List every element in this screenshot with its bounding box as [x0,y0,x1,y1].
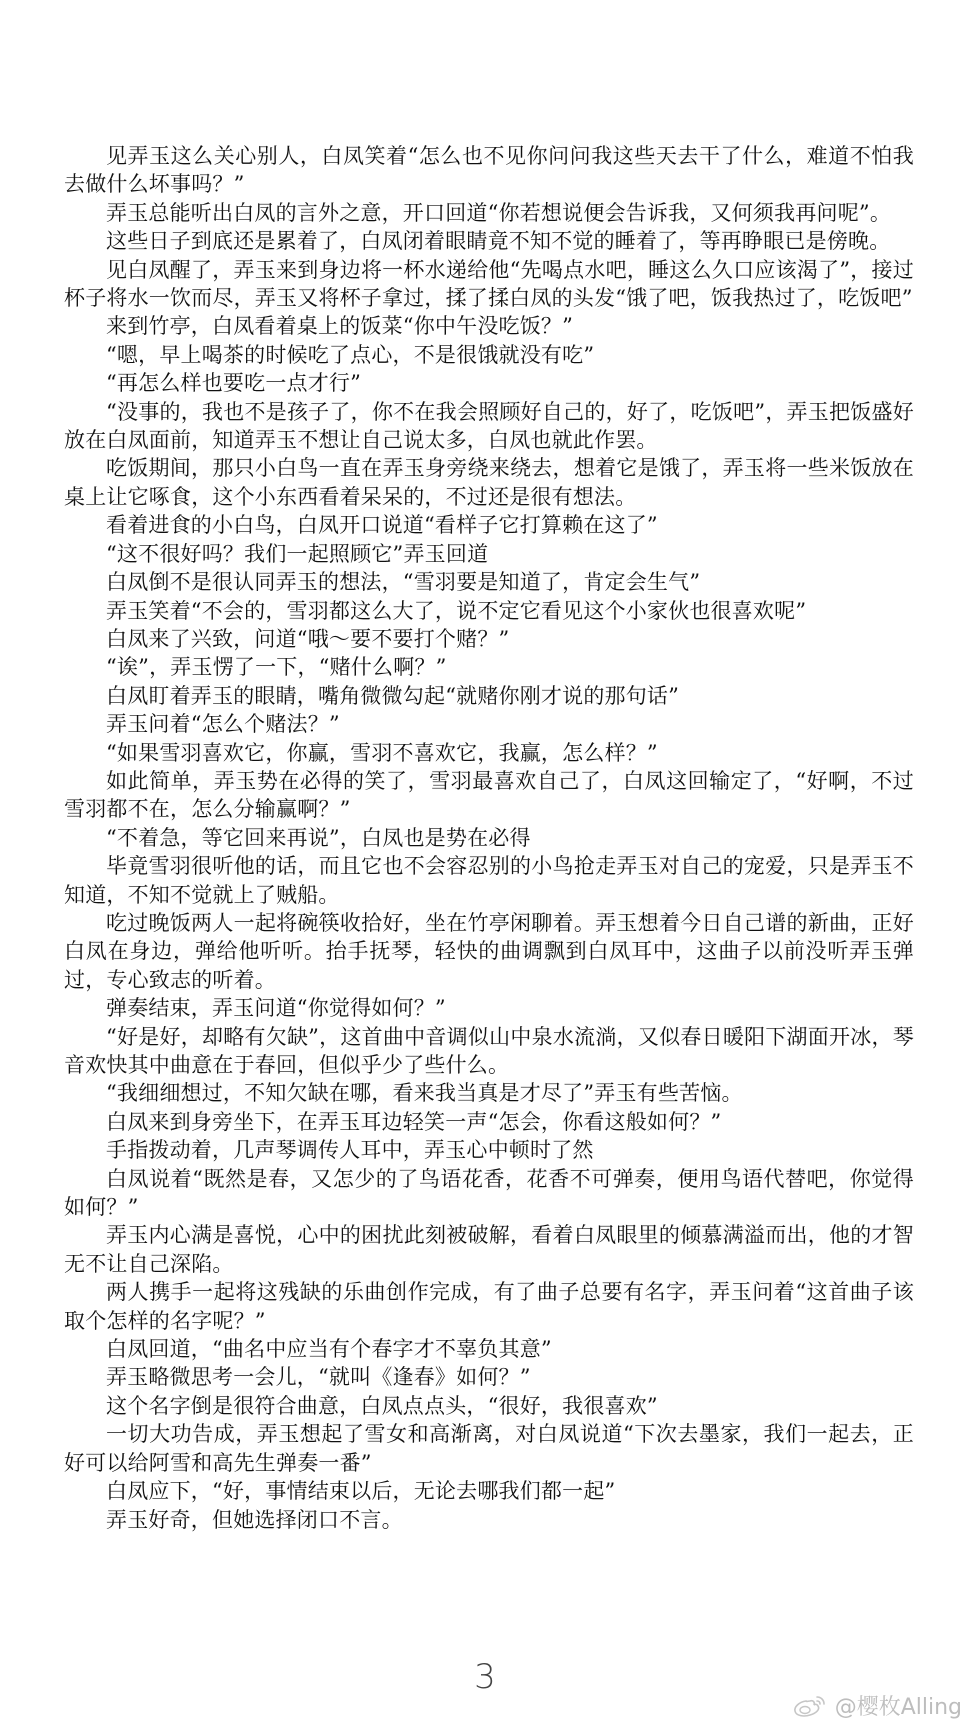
paragraph: 见弄玉这么关心别人，白凤笑着“怎么也不见你问问我这些天去干了什么，难道不怕我去做什么坏事吗？” [64,144,914,197]
paragraph: 这些日子到底还是累着了，白凤闭着眼睛竟不知不觉的睡着了，等再睁眼已是傍晚。 [106,229,891,254]
paragraph: 白凤说着“既然是春，又怎少的了鸟语花香，花香不可弹奏，便用鸟语代替吧，你觉得如何？” [64,1166,914,1220]
paragraph: “嗯，早上喝茶的时候吃了点心，不是很饿就没有吃” [106,342,595,367]
paragraph: 吃饭期间，那只小白鸟一直在弄玉身旁绕来绕去，想着它是饿了，弄玉将一些米饭放在桌上让它啄食，这个小东西看着呆呆的，不过还是很有想法。 [64,456,914,509]
paragraph: 吃过晚饭两人一起将碗筷收拾好，坐在竹亭闲聊着。弄玉想着今日自己谱的新曲，正好白凤在身边，弹给他听听。抬手抚琴，轻快的曲调飘到白凤耳中，这曲子以前没听弄玉弹过，专心致志的听着。 [64,910,914,992]
paragraph: “如果雪羽喜欢它，你赢，雪羽不喜欢它，我赢，怎么样？” [106,740,658,765]
weibo-icon [791,1693,829,1719]
paragraph: 一切大功告成，弄玉想起了雪女和高渐离，对白凤说道“下次去墨家，我们一起去，正好可以给阿雪和高先生弹奏一番” [64,1422,914,1475]
paragraph: 白凤回道，“曲名中应当有个春字才不辜负其意” [106,1337,552,1362]
paragraph: 来到竹亭，白凤看着桌上的饭菜“你中午没吃饭？” [106,314,574,339]
paragraph: 白凤来到身旁坐下，在弄玉耳边轻笑一声“怎会，你看这般如何？” [106,1109,722,1134]
paragraph: 手指拨动着，几声琴调传人耳中，弄玉心中顿时了然 [106,1138,594,1163]
paragraph: 白凤应下，“好，事情结束以后，无论去哪我们都一起” [106,1479,616,1504]
paragraph: 两人携手一起将这残缺的乐曲创作完成，有了曲子总要有名字，弄玉问着“这首曲子该取个怎样的名字呢？” [64,1280,914,1333]
paragraph: 弄玉笑着“不会的，雪羽都这么大了，说不定它看见这个小家伙也很喜欢呢” [106,598,807,623]
paragraph: “好是好，却略有欠缺”，这首曲中音调似山中泉水流淌，又似春日暖阳下湖面开冰，琴音欢快其中曲意在于春回，但似乎少了些什么。 [64,1024,914,1077]
paragraph: “这不很好吗？我们一起照顾它”弄玉回道 [106,541,489,566]
paragraph: “没事的，我也不是孩子了，你不在我会照顾好自己的，好了，吃饭吧”，弄玉把饭盛好放在白凤面前，知道弄玉不想让自己说太多，白凤也就此作罢。 [64,399,914,453]
paragraph: 白凤倒不是很认同弄玉的想法，“雪羽要是知道了，肯定会生气” [106,570,701,595]
paragraph: “诶”，弄玉愣了一下，“赌什么啊？” [106,655,447,680]
paragraph: 弄玉略微思考一会儿，“就叫《逢春》如何？” [106,1365,531,1390]
paragraph: 弹奏结束，弄玉问道“你觉得如何？” [106,996,446,1021]
paragraph: 弄玉好奇，但她选择闭口不言。 [106,1507,403,1532]
watermark [791,1690,962,1721]
paragraph: 白凤盯着弄玉的眼睛，嘴角微微勾起“就赌你刚才说的那句话” [106,683,680,708]
paragraph: 白凤来了兴致，问道“哦～要不要打个赌？” [106,626,510,651]
paragraph: “我细细想过，不知欠缺在哪，看来我当真是才尽了”弄玉有些苦恼。 [106,1081,743,1106]
paragraph: 见白凤醒了，弄玉来到身边将一杯水递给他“先喝点水吧，睡这么久口应该渴了”，接过杯子将水一饮而尽，弄玉又将杯子拿过，揉了揉白凤的头发“饿了吧，饭我热过了，吃饭吧” [64,257,914,311]
paragraph: 弄玉问着“怎么个赌法？” [106,712,340,737]
paragraph: 如此简单，弄玉势在必得的笑了，雪羽最喜欢自己了，白凤这回输定了，“好啊，不过雪羽都不在，怎么分输赢啊？” [64,768,914,822]
paragraph: “不着急，等它回来再说”，白凤也是势在必得 [106,825,531,850]
watermark-text: @樱枚Alling [834,1695,962,1720]
paragraph: 看着进食的小白鸟，白凤开口说道“看样子它打算赖在这了” [106,513,658,538]
paragraph: 弄玉内心满是喜悦，心中的困扰此刻被破解，看着白凤眼里的倾慕满溢而出，他的才智无不让自己深陷。 [64,1223,914,1276]
paragraph: 这个名字倒是很符合曲意，白凤点点头，“很好，我很喜欢” [106,1393,658,1418]
paragraph: 弄玉总能听出白凤的言外之意，开口回道“你若想说便会告诉我，又何须我再问呢”。 [106,200,892,225]
paragraph: 毕竟雪羽很听他的话，而且它也不会容忍别的小鸟抢走弄玉对自己的宠爱，只是弄玉不知道，不知不觉就上了贼船。 [64,854,914,907]
story-text [64,142,914,1534]
page-number: 3 [474,1657,496,1697]
paragraph: “再怎么样也要吃一点才行” [106,371,362,396]
